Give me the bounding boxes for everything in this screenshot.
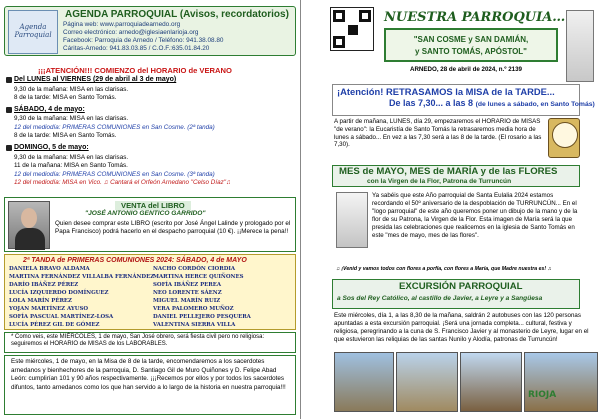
schedule-line: 9,30 de la mañana: MISA en las clarisas. (14, 85, 129, 93)
schedule-line: 12 del mediodía: PRIMERAS COMUNIONES en San Cosme. (2ª tanda) (14, 123, 215, 131)
qr-code-icon[interactable] (330, 7, 374, 51)
comunion-name: LOLA MARÍN PÉREZ (9, 298, 72, 304)
schedule-line: 11 de la mañana: MISA en Santo Tomás. (14, 162, 128, 170)
comunion-name: LUCÍA PÉREZ GIL DE GÓMEZ (9, 322, 100, 328)
attention-heading: ¡¡¡ATENCIÓN!!! COMIENZO del HORARIO de VERANO (38, 66, 232, 75)
mayo-box (332, 165, 580, 187)
excursion-box (332, 279, 580, 309)
comunion-name: DARÍO IBÁÑEZ PÉREZ (9, 282, 79, 288)
mayo-song: ♫ ¡Venid y vamos todos con flores a porfía, con flores a María, que Madre nuestra es! ♫ (336, 266, 552, 272)
note-sacerdotes-text: Este miércoles, 1 de mayo, en la Misa de 8 de la tarde, encomendaremos a los sacerdotes arnedanos y bienhechores de la parroquia, D. Santiago Gil de Muro Quiñones y D. Felipe Abad León: cumplirían 101 y 90 años respectivamente. ¡¡¡Recemos por ellos y por todos los sacerdotes difuntos, tanto arnedanos como los que han servido a lo largo de la historia en nuestra parroquia!!! (11, 358, 286, 391)
bullet-icon (6, 107, 12, 113)
schedule-line: 8 de la tarde: MISA en Santo Tomás. (14, 94, 117, 102)
rioja-watermark: RIOJA (528, 390, 557, 400)
mayo-title: MES de MAYO, MES de MARÍA y de las FLORES (339, 166, 558, 177)
photo-town (524, 352, 598, 412)
parish-title: NUESTRA PARROQUIA… (384, 10, 566, 25)
comunion-name: MARTINA HERCE QUIÑONES (153, 274, 244, 280)
parish-names-box (384, 28, 558, 62)
comunion-name: YOJAN MARTÍNEZ AYUSO (9, 306, 89, 312)
mayo-subtitle: con la Virgen de la Flor, Patrona de Turruncún (367, 178, 512, 185)
header-web[interactable]: Página web: www.parroquiadearnedo.org (63, 21, 181, 28)
agenda-title: AGENDA PARROQUIAL (Avisos, recordatorios) (65, 9, 289, 20)
comunion-name: NEO LORENTE SÁENZ (153, 290, 222, 296)
schedule-line: 12 del mediodía: MISA en Vico. ♫ Cantará el Orfeón Arnedano "Celso Díaz"♫ (14, 179, 231, 187)
parish-name-line2: y SANTO TOMÁS, APÓSTOL" (415, 47, 527, 56)
schedule-line: 12 del mediodía: PRIMERAS COMUNIONES en San Cosme. (3ª tanda) (14, 170, 215, 178)
schedule-line: 8 de la tarde: MISA en Santo Tomás. (14, 132, 117, 140)
comunion-name: SOFÍA PASCUAL MARTÍNEZ-LOSA (9, 314, 114, 320)
schedule-heading: DOMINGO, 5 de mayo: (14, 144, 89, 151)
photo-church (460, 352, 522, 412)
bullet-icon (6, 145, 12, 151)
photo-monastery (396, 352, 458, 412)
retrasamos-title: ¡Atención! RETRASAMOS la MISA de la TARDE... (337, 86, 555, 97)
libro-subtitle: "JOSÉ ANTONIO GENTICO GARRIDO" (85, 210, 206, 217)
comuniones-box (4, 254, 296, 330)
parish-name-line1: "SAN COSME y SAN DAMIÁN, (413, 35, 529, 44)
comunion-name: LUCÍA IZQUIERDO DOMÍNGUEZ (9, 290, 109, 296)
schedule-line: 9,30 de la mañana: MISA en las clarisas. (14, 115, 129, 123)
virgen-image (336, 192, 368, 248)
issue-date: ARNEDO, 28 de abril de 2024, n.º 2139 (410, 66, 522, 73)
schedule-line: 9,30 de la mañana: MISA en las clarisas. (14, 153, 129, 161)
note-sacerdotes (4, 355, 296, 415)
comunion-name: MARTINA FERNÁNDEZ VILLALBA FERNÁNDEZ (9, 274, 155, 280)
clock-icon (548, 118, 580, 158)
comunion-name: VALENTINA SIERRA VILLA (153, 322, 236, 328)
comunion-name: DANIELA BRAVO ALDAMA (9, 266, 90, 272)
libro-box (4, 197, 296, 252)
retrasamos-text: A partir de mañana, LUNES, día 29, empezaremos el HORARIO de MISAS "de verano": la Eucaristía de Santo Tomás la retrasaremos media hora de lunes a sábado... En vez a las 7,30 será a las 8 de la tarde. (El rosario a las 7,30). (334, 118, 542, 149)
schedule-heading: SÁBADO, 4 de mayo: (14, 105, 85, 113)
retrasamos-subtitle: De las 7,30... a las 8 (de lunes a sábado, en Santo Tomás) (389, 98, 595, 108)
parish-logo (566, 10, 594, 82)
note-fiesta-text: * Como veis, este MIÉRCOLES, 1 de mayo, San José obrero, será fiesta civil pero no religiosa: seguiremos el HORARIO de MISAS de los LABORABLES. (11, 334, 265, 348)
bullet-icon (6, 77, 12, 83)
excursion-text: Este miércoles, día 1, a las 8,30 de la mañana, saldrán 2 autobuses con las 120 personas apuntadas a esta excursión parroquial. ¡Será una jornada completa... cultural, festiva y religiosa, peregrinando a la cuna de S. Francisco Javier y al monasterio de Leyre, lugar en el que estuvieron las reliquias de las santas Nunilo y Alodía, patronas de Turruncún! (334, 312, 589, 343)
libro-text: Quien desee comprar este LIBRO (escrito por José Ángel Lalinde y prologado por el Papa Francisco) podrá hacerlo en el despacho parroquial (10 €). ¡¡Merece la pena!! (55, 220, 291, 235)
comunion-name: MIGUEL MARÍN RUIZ (153, 298, 221, 304)
comunion-name: DANIEL PELLEJERO PESQUERA (153, 314, 251, 320)
photo-castle (334, 352, 394, 412)
excursion-title: EXCURSIÓN PARROQUIAL (399, 281, 523, 292)
libro-title: VENTA del LIBRO (115, 201, 191, 210)
excursion-subtitle: a Sos del Rey Católico, al castillo de Javier, a Leyre y a Sangüesa (337, 295, 543, 302)
note-fiesta (4, 332, 296, 353)
comunion-name: NACHO CORDÓN CIORDIA (153, 266, 236, 272)
agenda-logo: Agenda Parroquial (8, 10, 58, 54)
comuniones-title: 2ª TANDA de PRIMERAS COMUNIONES 2024: SÁBADO, 4 de MAYO (23, 257, 247, 264)
header-facebook: Facebook: Parroquia de Arnedo / Teléfono: 941.38.08.80 (63, 37, 224, 44)
header-email[interactable]: Correo electrónico: arnedo@iglesiaenlarioja.org (63, 29, 199, 36)
retrasamos-box (332, 84, 595, 116)
author-photo (8, 201, 50, 249)
comunion-name: SOFÍA IBÁÑEZ PEREA (153, 282, 222, 288)
agenda-header (4, 6, 296, 56)
header-caritas: Cáritas-Arnedo: 941.83.03.85 / C.O.F.:635.01.84.20 (63, 45, 210, 52)
mayo-text: Ya sabéis que este Año parroquial de Santa Eulalia 2024 estamos recordando el 50º aniversario de la despoblación de TURRUNCÚN... En el "logo parroquial" de este año queremos poner un dibujo de la mano y de la flor de su Patrona, la Virgen de la Flor. Esta imagen de María será la que presida las celebraciones que realicemos en la iglesia de Santo Tomás en este "mes de mayo, mes de las flores". (372, 192, 578, 239)
schedule-heading: Del LUNES al VIERNES (29 de abril al 3 de mayo) (14, 76, 177, 83)
excursion-photos (334, 352, 598, 414)
comunion-name: VERA PALOMERO MUÑOZ (153, 306, 234, 312)
